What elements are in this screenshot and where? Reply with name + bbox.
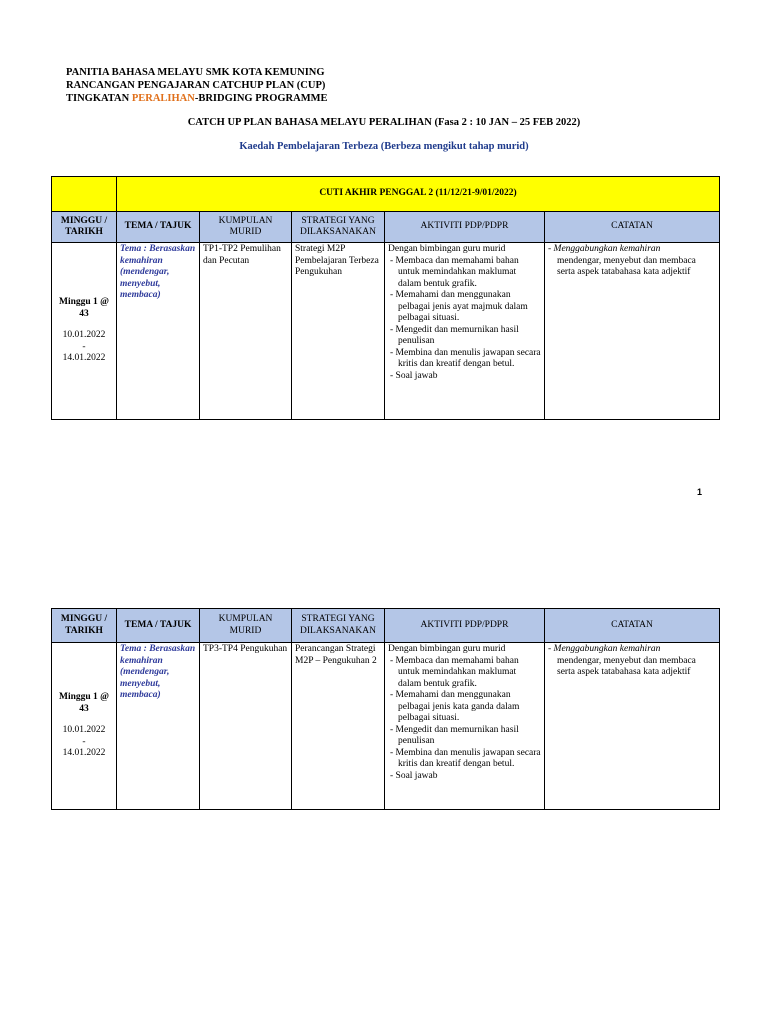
header-line-3-highlight: PERALIHAN: [131, 93, 195, 104]
notes-cell: [545, 643, 720, 810]
activity-item: - Soal jawab: [388, 771, 541, 783]
header-line-2: RANCANGAN PENGAJARAN CATCHUP PLAN (CUP): [66, 80, 326, 91]
notes-rest: mendengar, menyebut dan membaca serta aspek tatabahasa kata adjektif: [557, 255, 696, 277]
week-cell: [52, 643, 117, 810]
banner-empty-cell: [52, 177, 117, 212]
date-separator: -: [82, 341, 86, 352]
col-header-catatan: CATATAN: [545, 212, 720, 243]
col-header-kumpulan: KUMPULAN MURID: [200, 609, 292, 643]
document-subtitle: Kaedah Pembelajaran Terbeza (Berbeza mengikut tahap murid): [239, 141, 529, 152]
group-cell: TP3-TP4 Pengukuhan: [200, 643, 292, 810]
col-header-catatan: CATATAN: [545, 609, 720, 643]
activity-cell: [385, 643, 545, 810]
table-row: [52, 243, 720, 420]
theme-cell: Tema : Berasaskan kemahiran (mendengar, menyebut, membaca): [117, 243, 200, 420]
strategy-cell: Perancangan Strategi M2P – Pengukuhan 2: [292, 643, 385, 810]
activity-intro: Dengan bimbingan guru murid: [388, 644, 506, 654]
activity-intro: Dengan bimbingan guru murid: [388, 244, 506, 254]
activity-item: - Mengedit dan memurnikan hasil penulisan: [388, 725, 541, 748]
notes-rest: mendengar, menyebut dan membaca serta aspek tatabahasa kata adjektif: [557, 655, 696, 677]
activity-item: - Mengedit dan memurnikan hasil penulisan: [388, 325, 541, 348]
holiday-banner: CUTI AKHIR PENGGAL 2 (11/12/21-9/01/2022): [117, 177, 720, 212]
col-header-tema: TEMA / TAJUK: [117, 212, 200, 243]
activity-item: - Membina dan menulis jawapan secara kritis dan kreatif dengan betul.: [388, 748, 541, 771]
col-header-minggu: MINGGU / TARIKH: [52, 212, 117, 243]
header-line-3: [66, 92, 328, 105]
date-end: 14.01.2022: [62, 748, 106, 759]
col-header-strategi: STRATEGI YANG DILAKSANAKAN: [292, 212, 385, 243]
plan-table-2: [51, 608, 720, 810]
activity-item: - Memahami dan menggunakan pelbagai jenis kata ganda dalam pelbagai situasi.: [388, 690, 541, 725]
date-separator: -: [82, 736, 86, 747]
table-row: [52, 643, 720, 810]
activity-item: - Soal jawab: [388, 371, 541, 383]
notes-first: - Menggabungkan kemahiran: [548, 644, 716, 656]
activity-item: - Memahami dan menggunakan pelbagai jenis ayat majmuk dalam pelbagai situasi.: [388, 290, 541, 325]
activity-cell: [385, 243, 545, 420]
activity-item: - Membaca dan memahami bahan untuk memindahkan maklumat dalam bentuk grafik.: [388, 256, 541, 291]
strategy-cell: Strategi M2P Pembelajaran Terbeza Pengukuhan: [292, 243, 385, 420]
col-header-tema: TEMA / TAJUK: [117, 609, 200, 643]
page-number: 1: [697, 487, 703, 497]
week-cell: [52, 243, 117, 420]
col-header-aktiviti: AKTIVITI PDP/PDPR: [385, 212, 545, 243]
notes-cell: [545, 243, 720, 420]
theme-cell: Tema : Berasaskan kemahiran (mendengar, menyebut, membaca): [117, 643, 200, 810]
activity-item: - Membaca dan memahami bahan untuk memindahkan maklumat dalam bentuk grafik.: [388, 656, 541, 691]
week-label: Minggu 1 @ 43: [58, 692, 109, 714]
table-header-row: [52, 212, 720, 243]
col-header-kumpulan: KUMPULAN MURID: [200, 212, 292, 243]
plan-table-1: [51, 176, 720, 420]
col-header-strategi: STRATEGI YANG DILAKSANAKAN: [292, 609, 385, 643]
col-header-minggu: MINGGU / TARIKH: [52, 609, 117, 643]
document-header: [66, 66, 328, 105]
notes-first: - Menggabungkan kemahiran: [548, 244, 716, 256]
date-start: 10.01.2022: [62, 330, 106, 341]
header-line-1: PANITIA BAHASA MELAYU SMK KOTA KEMUNING: [66, 67, 325, 78]
activity-list: [388, 656, 541, 783]
activity-list: [388, 256, 541, 383]
week-label: Minggu 1 @ 43: [58, 297, 109, 319]
table-header-row: [52, 609, 720, 643]
date-end: 14.01.2022: [62, 353, 106, 364]
header-line-3-suffix: -BRIDGING PROGRAMME: [194, 93, 328, 104]
holiday-banner-row: [52, 177, 720, 212]
col-header-aktiviti: AKTIVITI PDP/PDPR: [385, 609, 545, 643]
document-title: CATCH UP PLAN BAHASA MELAYU PERALIHAN (Fasa 2 : 10 JAN – 25 FEB 2022): [187, 117, 581, 128]
activity-item: - Membina dan menulis jawapan secara kritis dan kreatif dengan betul.: [388, 348, 541, 371]
group-cell: TP1-TP2 Pemulihan dan Pecutan: [200, 243, 292, 420]
date-start: 10.01.2022: [62, 725, 106, 736]
header-line-3-prefix: TINGKATAN: [66, 93, 132, 104]
